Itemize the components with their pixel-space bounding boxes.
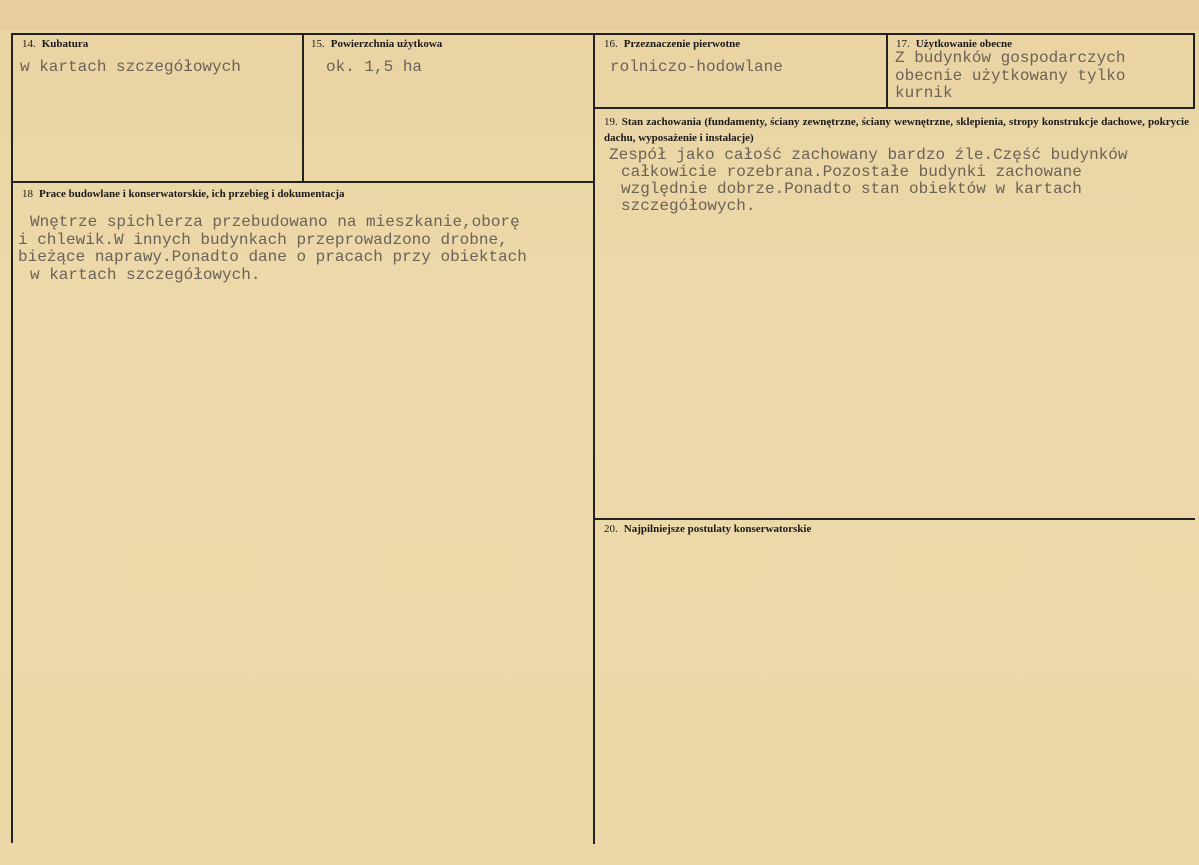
field-19-line-2: całkowicie rozebrana.Pozostałe budynki zachowane (621, 163, 1082, 181)
field-19-line-3: względnie dobrze.Ponadto stan obiektów w kartach (621, 180, 1082, 198)
field-18-number: 18 (22, 188, 33, 200)
field-17-number: 17. (896, 38, 910, 50)
field-14-value: w kartach szczegółowych (20, 58, 241, 76)
field-18-line-2: i chlewik.W innych budynkach przeprowadzono drobne, (18, 231, 508, 249)
field-14-number: 14. (22, 38, 36, 50)
field-18-title: Prace budowlane i konserwatorskie, ich przebieg i dokumentacja (39, 188, 345, 200)
field-16-value: rolniczo-hodowlane (610, 58, 783, 76)
field-17-line-1: Z budynków gospodarczych (895, 49, 1126, 67)
field-20-title: Najpilniejsze postulaty konserwatorskie (623, 523, 812, 535)
divider-19-20 (594, 518, 1195, 520)
top-border-line (12, 33, 1195, 35)
field-19-line-1: Zespół jako całość zachowany bardzo źle.Część budynków (609, 146, 1128, 164)
field-14-label (22, 38, 88, 50)
divider-row1-left (12, 181, 594, 183)
field-15-value: ok. 1,5 ha (326, 58, 423, 76)
field-18-line-1: Wnętrze spichlerza przebudowano na mieszkanie,oborę (30, 213, 520, 231)
field-17-line-3: kurnik (895, 84, 953, 102)
field-15-number: 15. (311, 38, 325, 50)
field-17-title: Użytkowanie obecne (915, 38, 1012, 50)
divider-16-17 (886, 34, 888, 108)
main-center-divider (593, 34, 595, 844)
field-19-title: Stan zachowania (fundamenty, ściany zewnętrzne, ściany wewnętrzne, sklepienia, stropy konstrukcje dachowe, pokrycie dachu, wyposażenie i instalacje) (604, 116, 1189, 144)
field-18-line-4: w kartach szczegółowych. (30, 266, 261, 284)
field-16-label (604, 38, 740, 50)
field-16-title: Przeznaczenie pierwotne (623, 38, 741, 50)
field-19-label (604, 114, 1189, 146)
left-border-line (11, 33, 13, 843)
divider-14-15 (302, 34, 304, 181)
card-top-edge (0, 0, 1199, 30)
right-border-line-upper (1193, 34, 1195, 108)
divider-row1-right (594, 107, 1195, 109)
field-14-title: Kubatura (41, 38, 89, 50)
field-16-number: 16. (604, 38, 618, 50)
field-20-number: 20. (604, 523, 618, 535)
field-19-line-4: szczegółowych. (621, 197, 756, 215)
field-18-line-3: bieżące naprawy.Ponadto dane o pracach przy obiektach (18, 248, 527, 266)
field-15-title: Powierzchnia użytkowa (330, 38, 443, 50)
field-15-label (311, 38, 442, 50)
field-19-number: 19. (604, 116, 618, 128)
field-17-line-2: obecnie użytkowany tylko (895, 67, 1126, 85)
field-18-label (22, 188, 345, 200)
field-20-label (604, 523, 811, 535)
